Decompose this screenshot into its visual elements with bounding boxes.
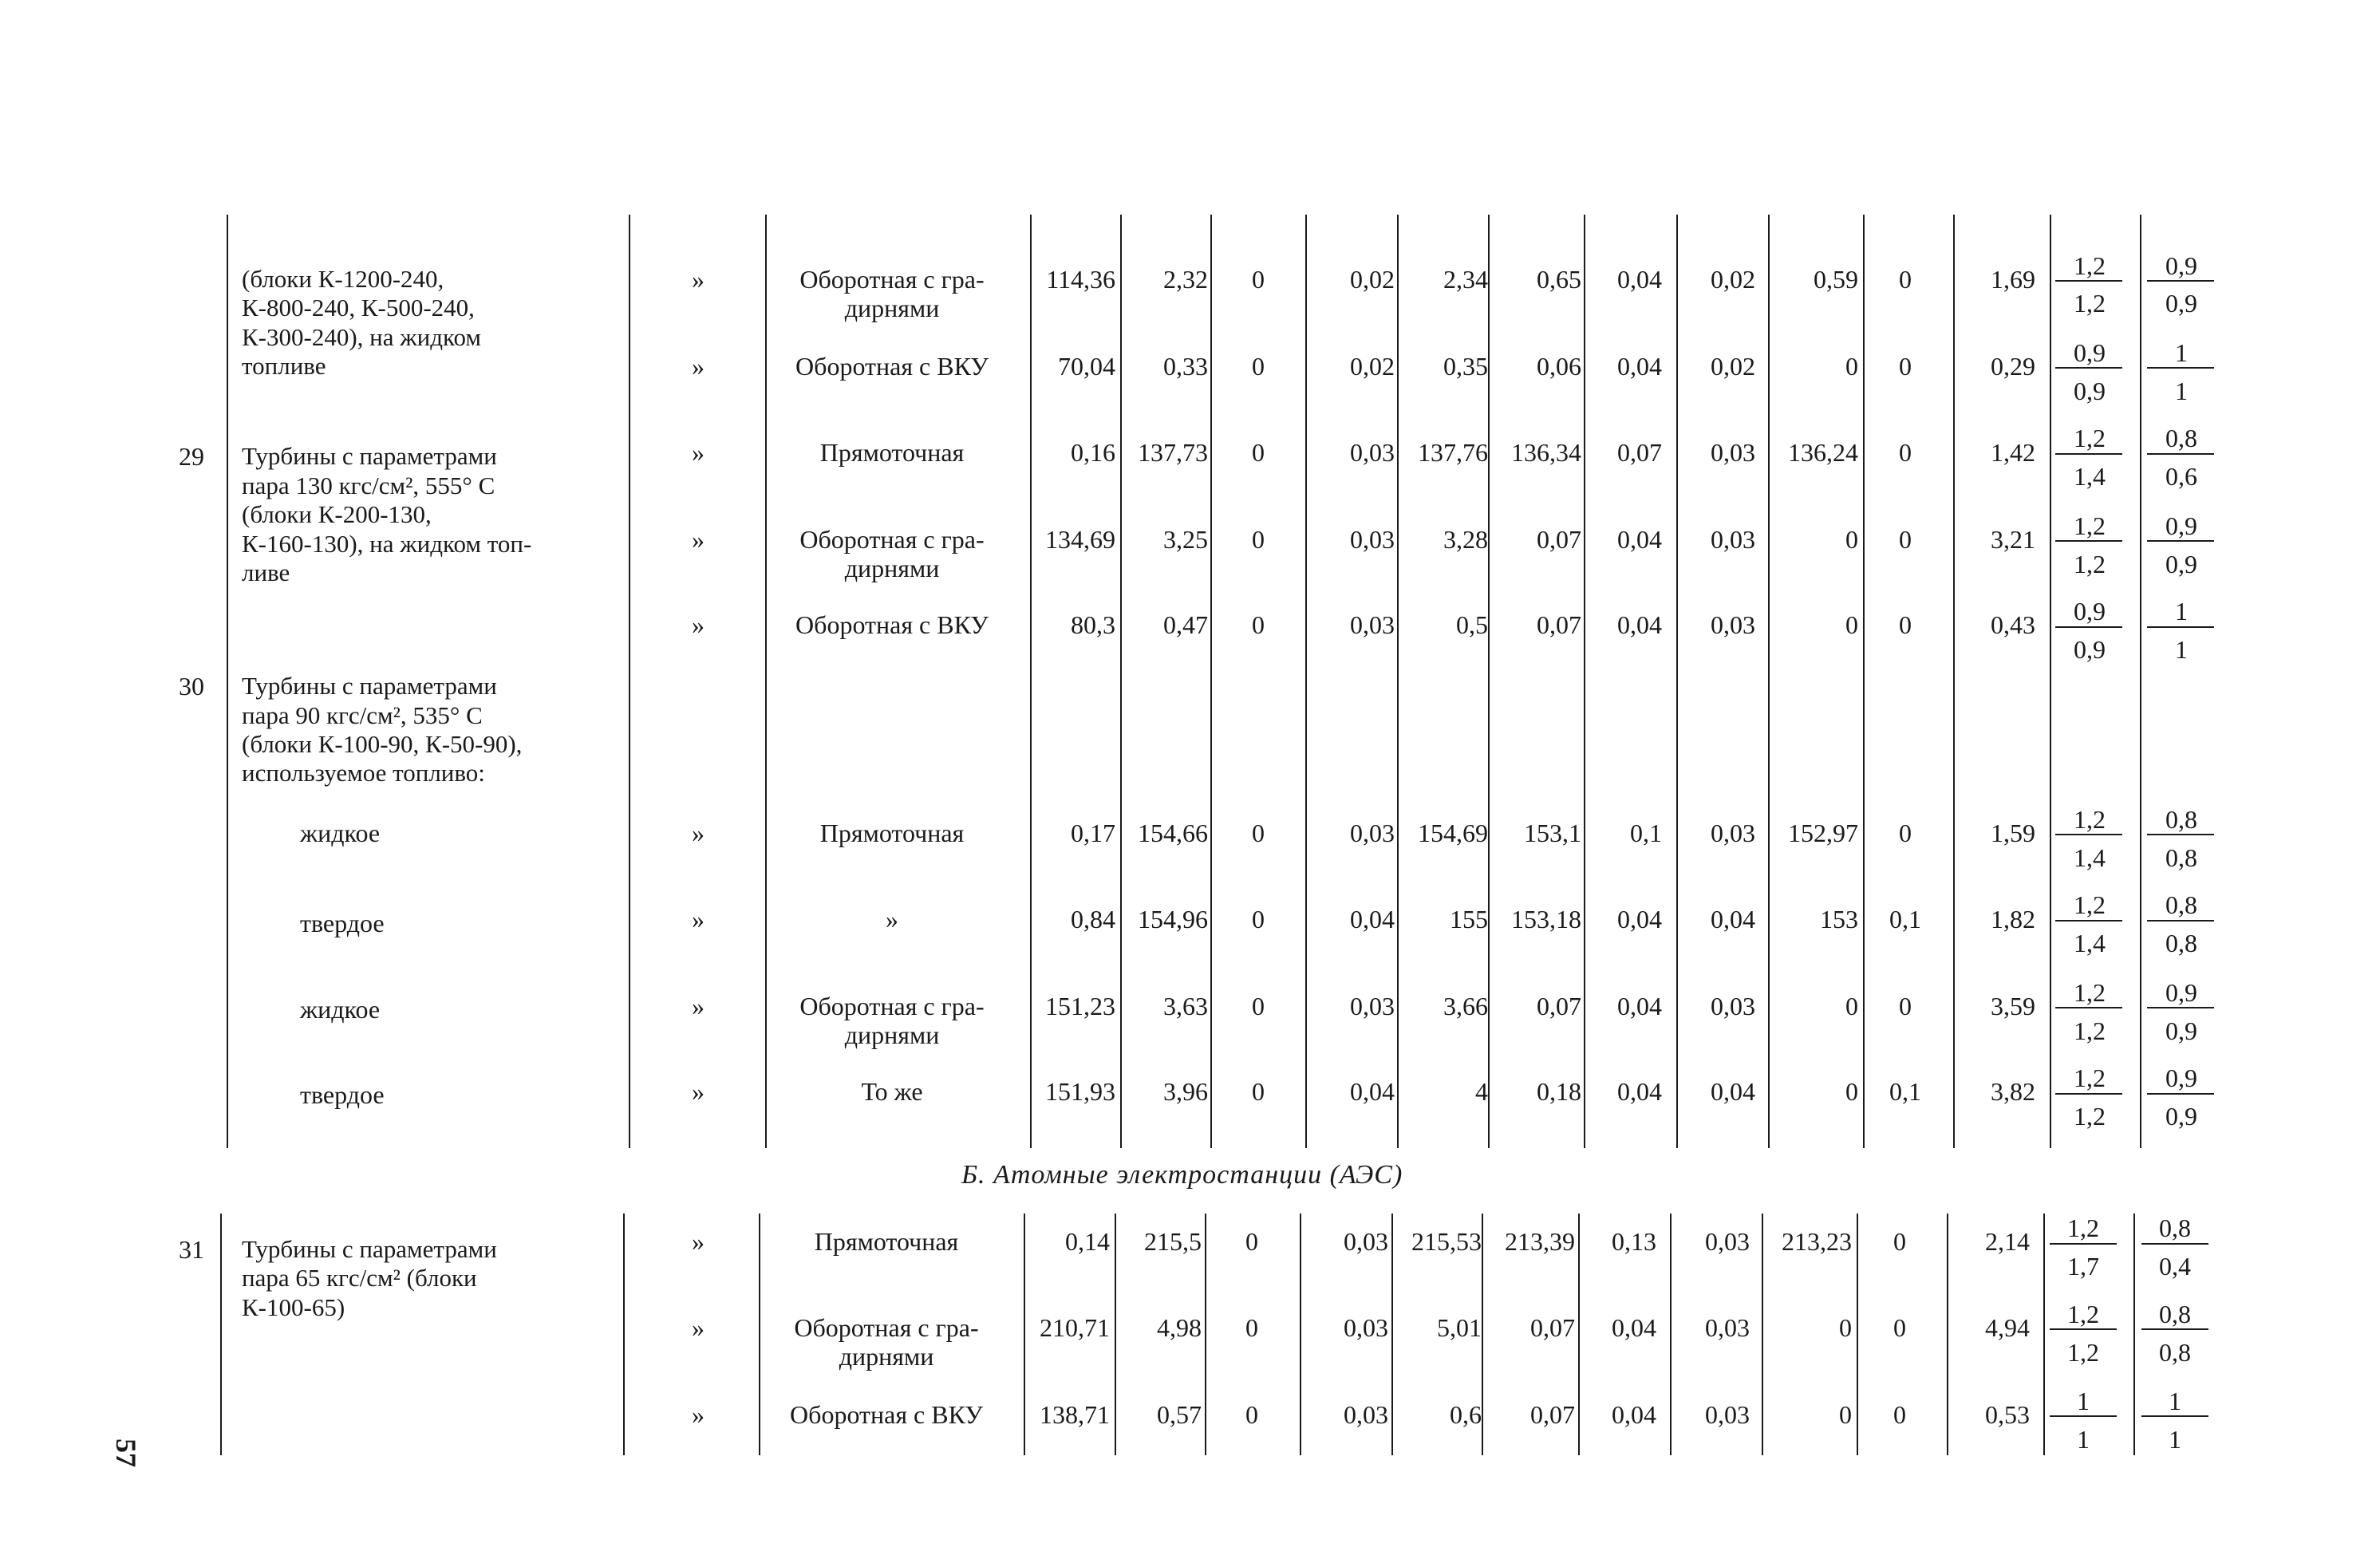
column-rule <box>1863 215 1865 1148</box>
table-value: 0 <box>1252 438 1265 467</box>
fraction-bar <box>2147 920 2214 922</box>
table-value: 2,14 <box>1985 1227 2030 1256</box>
table-value: 3,66 <box>1443 992 1488 1020</box>
table-value: 0,47 <box>1163 610 1208 639</box>
column-rule <box>2043 1214 2045 1455</box>
table-value: 0 <box>1252 1077 1265 1106</box>
fraction-numerator: 1,2 <box>2067 1214 2099 1242</box>
table-value: 0,04 <box>1617 352 1662 381</box>
fraction-bar <box>2147 367 2214 369</box>
fraction-denominator: 0,6 <box>2165 462 2197 491</box>
fuel-label: жидкое <box>300 995 381 1024</box>
table-value: 0 <box>1845 525 1858 554</box>
table-value: 0 <box>1893 1400 1906 1429</box>
row-description: К-300-240), на жидком <box>242 323 482 351</box>
cooling-system: Оборотная с гра- <box>799 265 985 294</box>
table-value: 0,02 <box>1711 265 1755 294</box>
fraction-bar <box>2050 1415 2117 1417</box>
table-value: 0,59 <box>1814 265 1858 294</box>
fraction-bar <box>2147 626 2214 628</box>
table-value: 154,66 <box>1138 819 1208 847</box>
table-value: 0,03 <box>1350 819 1395 847</box>
fraction-bar <box>2055 280 2122 282</box>
table-value: 70,04 <box>1058 352 1115 381</box>
fraction-bar <box>2055 453 2122 455</box>
column-rule <box>1947 1214 1948 1455</box>
row-description: Турбины с параметрами <box>242 1235 497 1263</box>
ditto-mark: » <box>692 1313 705 1342</box>
table-value: 0,16 <box>1071 438 1115 467</box>
fraction-denominator: 1,2 <box>2074 289 2106 318</box>
column-rule <box>1762 1214 1763 1455</box>
table-value: 0,03 <box>1711 525 1755 554</box>
fraction-denominator: 0,9 <box>2165 1102 2197 1131</box>
table-value: 136,24 <box>1788 438 1858 467</box>
table-value: 0,43 <box>1991 610 2035 639</box>
ditto-mark: » <box>692 1227 705 1256</box>
table-value: 0,03 <box>1711 438 1755 467</box>
table-value: 3,25 <box>1163 525 1208 554</box>
fraction-denominator: 1 <box>2077 1425 2090 1454</box>
fraction-denominator: 1,4 <box>2074 929 2106 957</box>
fraction-bar <box>2147 453 2214 455</box>
table-value: 0,1 <box>1889 905 1921 933</box>
table-value: 0,02 <box>1711 352 1755 381</box>
table-value: 154,96 <box>1138 905 1208 933</box>
table-value: 153 <box>1820 905 1858 933</box>
fraction-bar <box>2147 1007 2214 1008</box>
column-rule <box>1300 1214 1301 1455</box>
column-rule <box>2140 215 2141 1148</box>
fraction-numerator: 1 <box>2077 1387 2090 1415</box>
fraction-bar <box>2055 626 2122 628</box>
table-value: 0 <box>1252 905 1265 933</box>
cooling-system: Оборотная с гра- <box>799 525 985 554</box>
table-value: 0,03 <box>1350 610 1395 639</box>
fraction-numerator: 1,2 <box>2074 251 2106 280</box>
fraction-numerator: 0,9 <box>2165 978 2197 1007</box>
table-value: 0 <box>1845 352 1858 381</box>
fraction-bar <box>2055 920 2122 922</box>
fraction-denominator: 1,2 <box>2067 1338 2099 1367</box>
column-rule <box>220 1214 222 1455</box>
column-rule <box>1115 1214 1116 1455</box>
table-value: 0 <box>1899 438 1912 467</box>
table-value: 0,18 <box>1537 1077 1581 1106</box>
cooling-system: Прямоточная <box>819 438 965 467</box>
column-rule <box>1488 215 1490 1148</box>
table-value: 2,34 <box>1443 265 1488 294</box>
table-value: 0,04 <box>1617 525 1662 554</box>
fraction-denominator: 1,4 <box>2074 462 2106 491</box>
column-rule <box>1584 215 1585 1148</box>
fraction-denominator: 0,9 <box>2165 289 2197 318</box>
row-number: 30 <box>179 672 204 701</box>
fraction-denominator: 1 <box>2169 1425 2181 1454</box>
table-value: 0,03 <box>1344 1400 1388 1429</box>
table-value: 153,18 <box>1511 905 1581 933</box>
table-value: 0,02 <box>1350 352 1395 381</box>
table-value: 0,07 <box>1537 610 1581 639</box>
table-value: 0 <box>1252 819 1265 847</box>
row-description: К-100-65) <box>242 1293 345 1321</box>
row-description: используемое топливо: <box>242 759 485 787</box>
fraction-denominator: 1 <box>2175 635 2188 664</box>
fraction-numerator: 0,9 <box>2074 338 2106 367</box>
ditto-mark: » <box>692 610 705 639</box>
cooling-system: дирнями <box>844 1020 940 1049</box>
table-value: 1,69 <box>1991 265 2035 294</box>
table-value: 213,23 <box>1782 1227 1852 1256</box>
table-value: 0,07 <box>1537 992 1581 1020</box>
column-rule <box>1024 1214 1025 1455</box>
table-value: 0,07 <box>1537 525 1581 554</box>
column-rule <box>623 1214 625 1455</box>
cooling-system: Прямоточная <box>814 1227 959 1256</box>
row-description: Турбины с параметрами <box>242 672 497 700</box>
ditto-mark: » <box>692 265 705 294</box>
fraction-bar <box>2147 1093 2214 1095</box>
fraction-numerator: 0,9 <box>2074 597 2106 626</box>
table-value: 137,73 <box>1138 438 1208 467</box>
table-value: 215,53 <box>1411 1227 1482 1256</box>
row-description: пара 130 кгс/см², 555° С <box>242 472 495 499</box>
fraction-denominator: 1 <box>2175 377 2188 405</box>
table-value: 4 <box>1475 1077 1488 1106</box>
row-number: 31 <box>179 1235 204 1264</box>
fraction-numerator: 1,2 <box>2074 805 2106 834</box>
table-value: 0,03 <box>1705 1313 1750 1342</box>
table-value: 0,04 <box>1711 1077 1755 1106</box>
table-value: 0,03 <box>1705 1227 1750 1256</box>
table-value: 0,04 <box>1617 992 1662 1020</box>
table-value: 0 <box>1252 610 1265 639</box>
fraction-denominator: 0,8 <box>2165 843 2197 872</box>
fraction-numerator: 1 <box>2175 338 2188 367</box>
column-rule <box>227 215 228 1148</box>
table-value: 0 <box>1252 265 1265 294</box>
ditto-mark: » <box>692 352 705 381</box>
column-rule <box>1482 1214 1483 1455</box>
table-value: 0,35 <box>1443 352 1488 381</box>
fraction-numerator: 0,8 <box>2159 1214 2191 1242</box>
fuel-label: жидкое <box>300 819 381 847</box>
fraction-denominator: 0,9 <box>2165 1016 2197 1045</box>
fraction-numerator: 1 <box>2175 597 2188 626</box>
row-number: 29 <box>179 442 204 471</box>
column-rule <box>1857 1214 1858 1455</box>
fraction-numerator: 0,8 <box>2165 890 2197 919</box>
table-value: 0 <box>1839 1400 1852 1429</box>
table-value: 80,3 <box>1071 610 1115 639</box>
fraction-bar <box>2055 540 2122 542</box>
table-value: 1,59 <box>1991 819 2035 847</box>
fraction-numerator: 0,9 <box>2165 251 2197 280</box>
fraction-numerator: 0,9 <box>2165 1064 2197 1092</box>
table-value: 154,69 <box>1418 819 1488 847</box>
table-value: 210,71 <box>1040 1313 1110 1342</box>
cooling-system: Оборотная с ВКУ <box>795 610 989 639</box>
fraction-denominator: 0,9 <box>2165 550 2197 578</box>
column-rule <box>1205 1214 1206 1455</box>
table-value: 0 <box>1839 1313 1852 1342</box>
fraction-denominator: 1,2 <box>2074 1016 2106 1045</box>
table-value: 3,28 <box>1443 525 1488 554</box>
row-description: Турбины с параметрами <box>242 442 497 470</box>
column-rule <box>1120 215 1122 1148</box>
fuel-label: твердое <box>300 909 385 937</box>
table-value: 0,29 <box>1991 352 2035 381</box>
fraction-bar <box>2055 1007 2122 1008</box>
table-value: 0,03 <box>1350 992 1395 1020</box>
table-value: 152,97 <box>1788 819 1858 847</box>
table-value: 0,04 <box>1350 905 1395 933</box>
table-value: 0,06 <box>1537 352 1581 381</box>
column-rule <box>1676 215 1678 1148</box>
table-value: 0,04 <box>1617 610 1662 639</box>
table-value: 0,65 <box>1537 265 1581 294</box>
table-value: 3,96 <box>1163 1077 1208 1106</box>
table-value: 0 <box>1899 992 1912 1020</box>
table-value: 0 <box>1245 1400 1258 1429</box>
fraction-denominator: 1,4 <box>2074 843 2106 872</box>
column-rule <box>1953 215 1955 1148</box>
cooling-system: Оборотная с гра- <box>794 1313 979 1342</box>
fraction-numerator: 0,8 <box>2165 424 2197 452</box>
fraction-bar <box>2141 1415 2208 1417</box>
table-value: 0,02 <box>1350 265 1395 294</box>
fraction-bar <box>2141 1243 2208 1245</box>
fraction-denominator: 1,7 <box>2067 1252 2099 1281</box>
table-value: 0 <box>1899 610 1912 639</box>
fraction-numerator: 0,8 <box>2165 805 2197 834</box>
table-value: 0 <box>1899 819 1912 847</box>
table-value: 0 <box>1893 1227 1906 1256</box>
table-value: 0,04 <box>1617 905 1662 933</box>
table-value: 134,69 <box>1045 525 1115 554</box>
table-value: 0,07 <box>1530 1313 1575 1342</box>
fraction-denominator: 0,9 <box>2074 635 2106 664</box>
table-value: 136,34 <box>1511 438 1581 467</box>
row-description: (блоки К-100-90, К-50-90), <box>242 730 523 758</box>
column-rule <box>1578 1214 1580 1455</box>
row-description: К-800-240, К-500-240, <box>242 294 475 322</box>
table-value: 114,36 <box>1046 265 1115 294</box>
table-value: 0,03 <box>1711 992 1755 1020</box>
page-number: 57 <box>110 1439 142 1467</box>
row-description: пара 65 кгс/см² (блоки <box>242 1264 477 1292</box>
fraction-bar <box>2050 1243 2117 1245</box>
fraction-numerator: 1,2 <box>2074 890 2106 919</box>
table-value: 0,03 <box>1350 525 1395 554</box>
table-value: 0,53 <box>1985 1400 2030 1429</box>
table-value: 0,17 <box>1071 819 1115 847</box>
table-value: 4,98 <box>1157 1313 1202 1342</box>
cooling-system: дирнями <box>844 294 940 322</box>
fraction-bar <box>2055 1093 2122 1095</box>
column-rule <box>1305 215 1307 1148</box>
column-rule <box>1030 215 1032 1148</box>
table-value: 0,04 <box>1612 1400 1656 1429</box>
fraction-denominator: 0,8 <box>2159 1338 2191 1367</box>
table-value: 3,21 <box>1991 525 2035 554</box>
table-value: 3,82 <box>1991 1077 2035 1106</box>
cooling-system: То же <box>861 1077 923 1106</box>
table-value: 0,04 <box>1612 1313 1656 1342</box>
table-value: 0,03 <box>1711 610 1755 639</box>
table-value: 0 <box>1899 525 1912 554</box>
table-value: 0,1 <box>1630 819 1662 847</box>
cooling-system: Оборотная с ВКУ <box>790 1400 983 1429</box>
table-value: 0,07 <box>1530 1400 1575 1429</box>
table-value: 155 <box>1450 905 1488 933</box>
row-description: пара 90 кгс/см², 535° С <box>242 701 483 729</box>
table-value: 0,04 <box>1711 905 1755 933</box>
table-value: 0 <box>1252 992 1265 1020</box>
table-value: 0,57 <box>1157 1400 1202 1429</box>
fraction-denominator: 0,4 <box>2159 1252 2191 1281</box>
row-description: (блоки К-200-130, <box>242 500 432 528</box>
table-value: 0,04 <box>1617 265 1662 294</box>
table-value: 0,04 <box>1350 1077 1395 1106</box>
cooling-system: Оборотная с ВКУ <box>795 352 989 381</box>
table-value: 0,13 <box>1612 1227 1656 1256</box>
table-value: 1,42 <box>1991 438 2035 467</box>
fraction-numerator: 1,2 <box>2074 511 2106 540</box>
table-value: 0,04 <box>1617 1077 1662 1106</box>
table-value: 0 <box>1899 265 1912 294</box>
fraction-denominator: 1,2 <box>2074 550 2106 578</box>
table-value: 213,39 <box>1505 1227 1575 1256</box>
fraction-numerator: 1 <box>2169 1387 2181 1415</box>
table-value: 0,03 <box>1711 819 1755 847</box>
column-rule <box>1768 215 1770 1148</box>
cooling-system: Оборотная с гра- <box>799 992 985 1020</box>
table-value: 0 <box>1899 352 1912 381</box>
ditto-mark: » <box>692 905 705 933</box>
fraction-denominator: 0,9 <box>2074 377 2106 405</box>
fuel-label: твердое <box>300 1080 385 1109</box>
table-value: 5,01 <box>1437 1313 1482 1342</box>
column-rule <box>765 215 767 1148</box>
row-description: К-160-130), на жидком топ- <box>242 530 532 558</box>
fraction-denominator: 1,2 <box>2074 1102 2106 1131</box>
row-description: топливе <box>242 352 326 380</box>
fraction-denominator: 0,8 <box>2165 929 2197 957</box>
fraction-numerator: 1,2 <box>2074 1064 2106 1092</box>
table-value: 0,03 <box>1350 438 1395 467</box>
table-value: 0 <box>1845 1077 1858 1106</box>
table-value: 153,1 <box>1524 819 1581 847</box>
table-value: 3,63 <box>1163 992 1208 1020</box>
cooling-system: дирнями <box>844 554 940 582</box>
section-heading: Б. Атомные электростанции (АЭС) <box>961 1160 1403 1190</box>
fraction-bar <box>2055 834 2122 835</box>
cooling-system: Прямоточная <box>819 819 965 847</box>
ditto-mark: » <box>692 1400 705 1429</box>
cooling-system: дирнями <box>839 1342 934 1371</box>
column-rule <box>1670 1214 1672 1455</box>
fraction-bar <box>2050 1328 2117 1330</box>
column-rule <box>2133 1214 2135 1455</box>
column-rule <box>1397 215 1399 1148</box>
ditto-mark: » <box>692 1077 705 1106</box>
table-value: 2,32 <box>1163 265 1208 294</box>
table-value: 0,1 <box>1889 1077 1921 1106</box>
table-value: 0,03 <box>1705 1400 1750 1429</box>
fraction-numerator: 0,9 <box>2165 511 2197 540</box>
fraction-bar <box>2141 1328 2208 1330</box>
table-value: 0,07 <box>1617 438 1662 467</box>
cooling-system: » <box>886 905 898 933</box>
table-value: 0,84 <box>1071 905 1115 933</box>
column-rule <box>2050 215 2051 1148</box>
table-value: 151,93 <box>1045 1077 1115 1106</box>
column-rule <box>629 215 630 1148</box>
ditto-mark: » <box>692 819 705 847</box>
column-rule <box>1391 1214 1393 1455</box>
table-value: 215,5 <box>1144 1227 1202 1256</box>
fraction-numerator: 1,2 <box>2074 424 2106 452</box>
table-value: 0 <box>1845 610 1858 639</box>
row-description: ливе <box>242 558 290 586</box>
table-value: 4,94 <box>1985 1313 2030 1342</box>
table-value: 0 <box>1252 525 1265 554</box>
table-value: 0,5 <box>1456 610 1488 639</box>
table-value: 137,76 <box>1418 438 1488 467</box>
column-rule <box>759 1214 760 1455</box>
table-value: 3,59 <box>1991 992 2035 1020</box>
table-value: 0,03 <box>1344 1227 1388 1256</box>
fraction-numerator: 0,8 <box>2159 1300 2191 1328</box>
fraction-bar <box>2147 280 2214 282</box>
table-value: 0 <box>1893 1313 1906 1342</box>
fraction-numerator: 1,2 <box>2067 1300 2099 1328</box>
table-value: 151,23 <box>1045 992 1115 1020</box>
table-value: 0 <box>1245 1227 1258 1256</box>
table-value: 0,14 <box>1065 1227 1110 1256</box>
column-rule <box>1210 215 1212 1148</box>
fraction-numerator: 1,2 <box>2074 978 2106 1007</box>
fraction-bar <box>2147 834 2214 835</box>
fraction-bar <box>2147 540 2214 542</box>
table-value: 138,71 <box>1040 1400 1110 1429</box>
fraction-bar <box>2055 367 2122 369</box>
row-description: (блоки К-1200-240, <box>242 265 444 293</box>
ditto-mark: » <box>692 438 705 467</box>
table-value: 1,82 <box>1991 905 2035 933</box>
table-value: 0 <box>1252 352 1265 381</box>
table-value: 0 <box>1245 1313 1258 1342</box>
ditto-mark: » <box>692 992 705 1020</box>
table-value: 0 <box>1845 992 1858 1020</box>
table-value: 0,6 <box>1450 1400 1482 1429</box>
table-value: 0,33 <box>1163 352 1208 381</box>
table-value: 0,03 <box>1344 1313 1388 1342</box>
ditto-mark: » <box>692 525 705 554</box>
